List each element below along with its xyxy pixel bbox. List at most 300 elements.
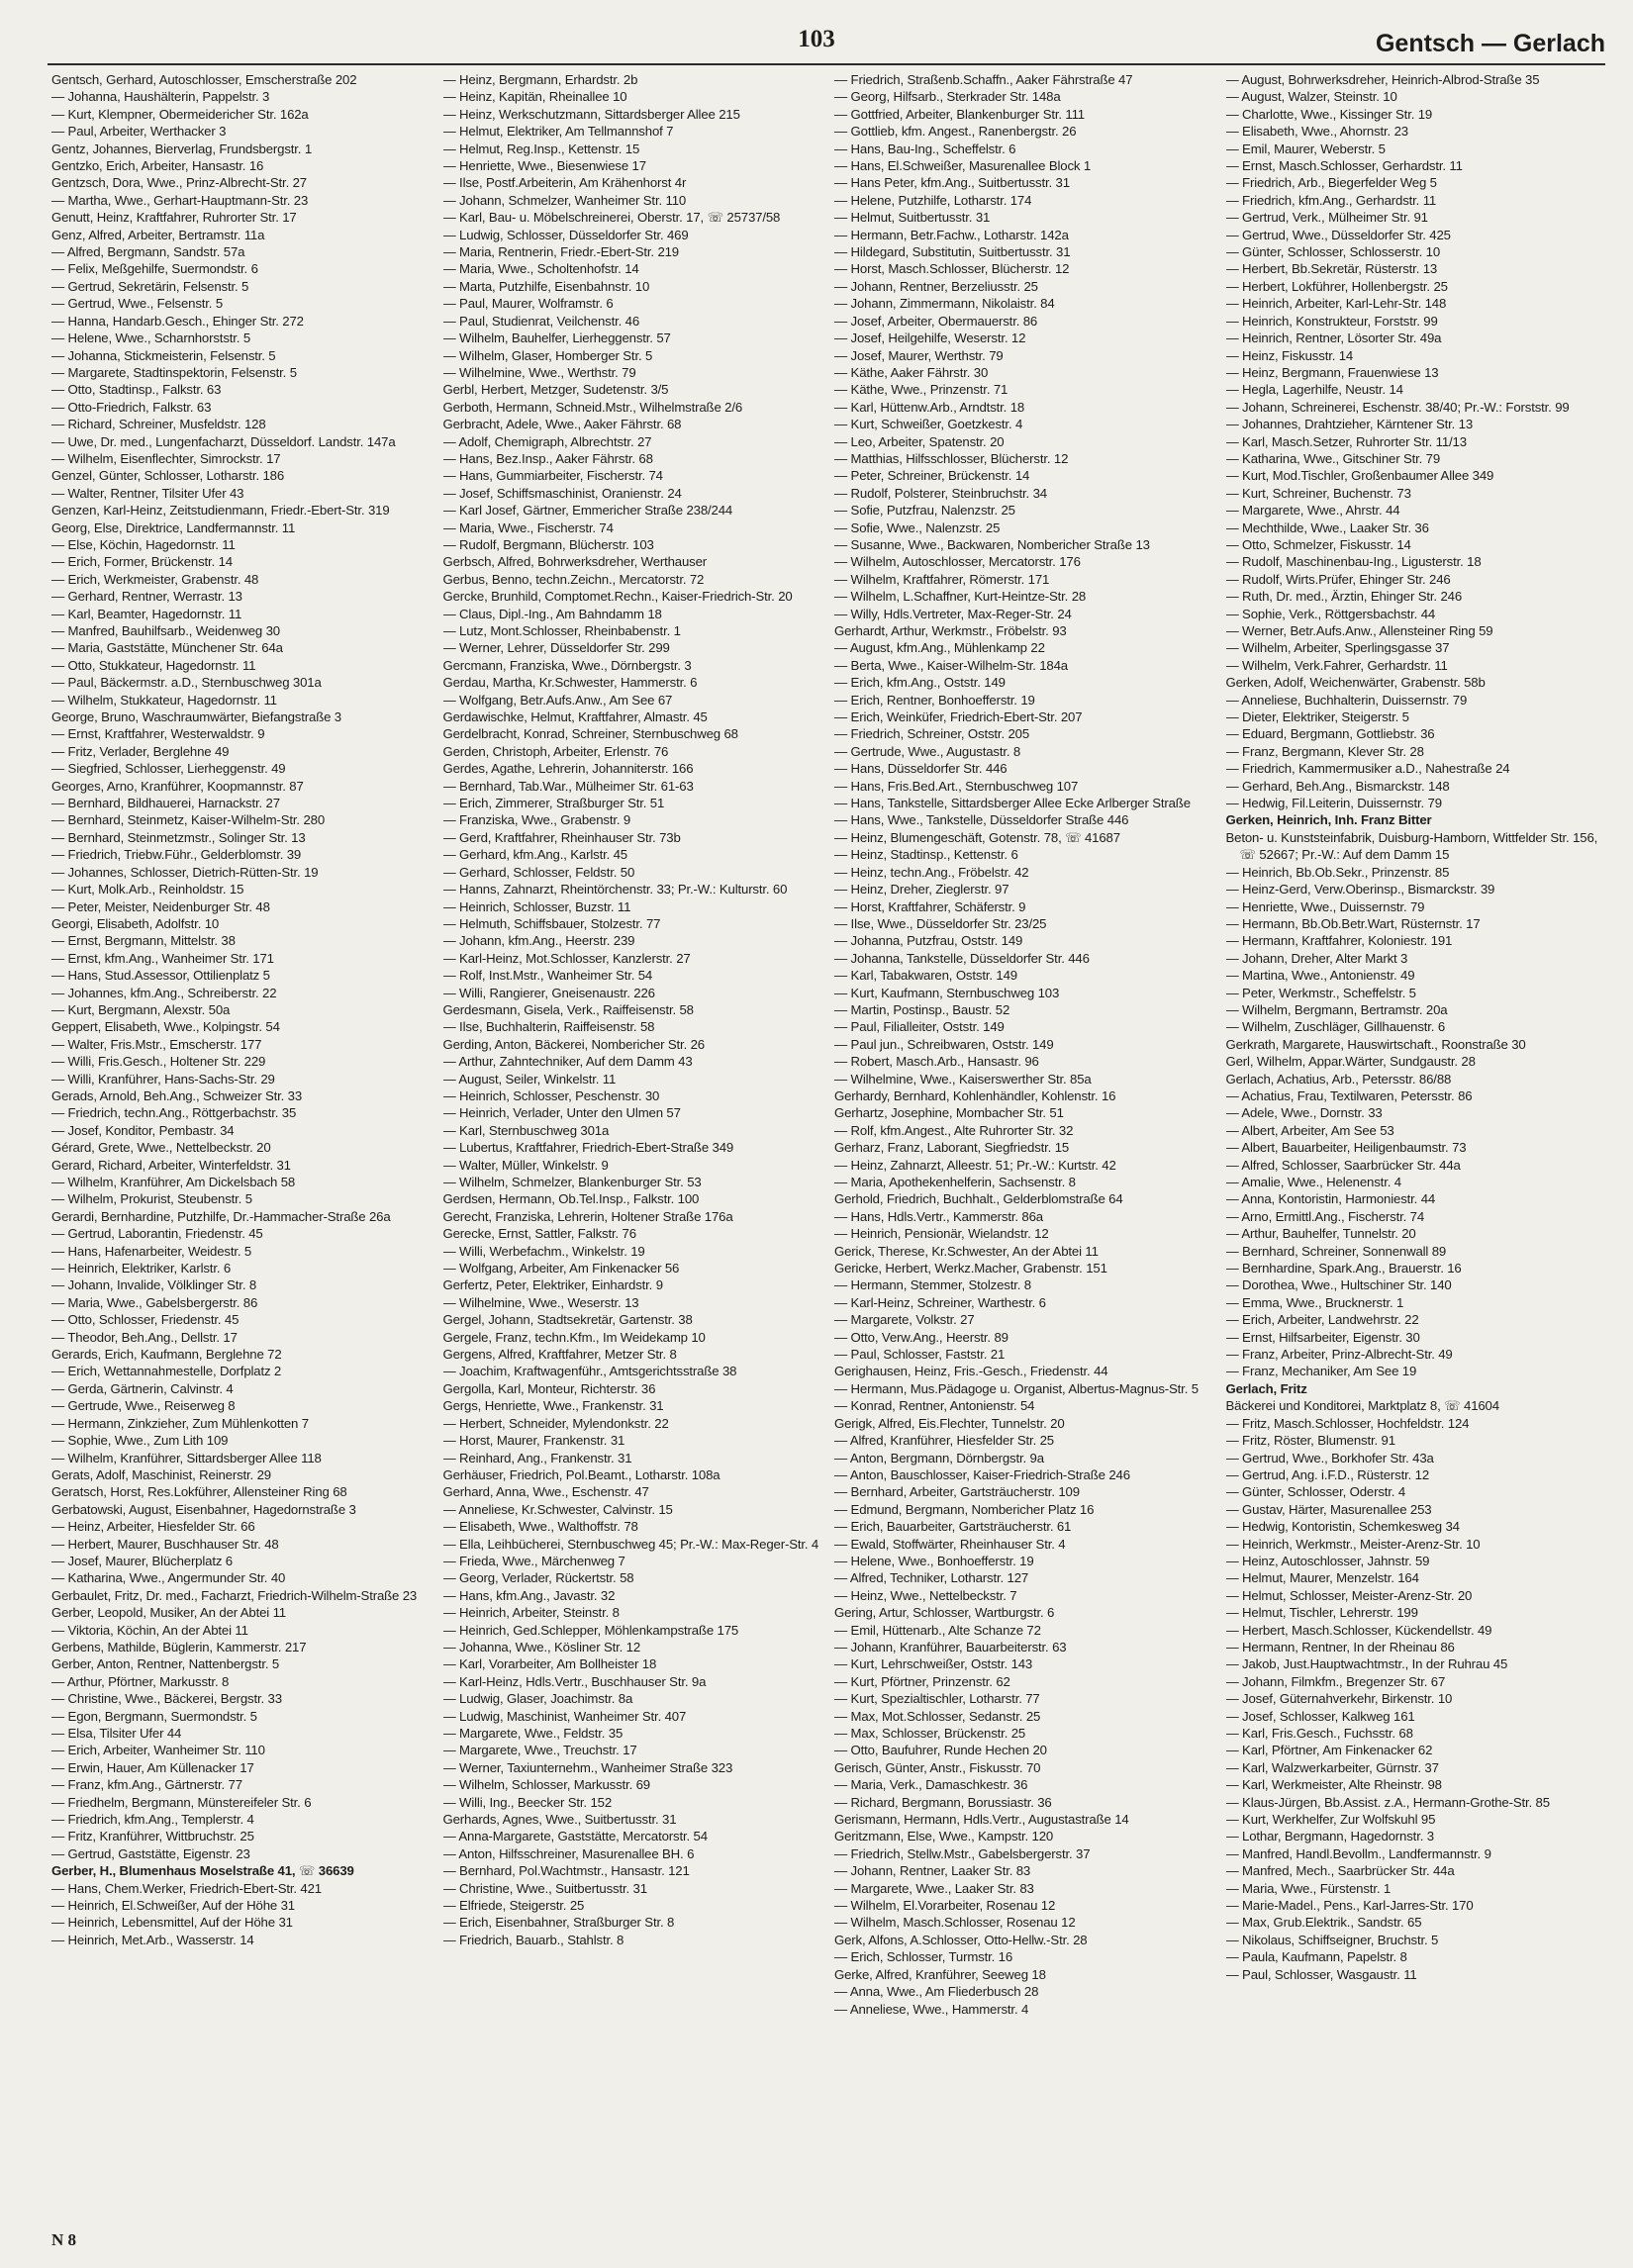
directory-entry: — Helmut, Tischler, Lehrerstr. 199 xyxy=(1225,1605,1418,1621)
directory-entry: — Heinz, Arbeiter, Hiesfelder Str. 66 xyxy=(51,1519,255,1535)
directory-entry: George, Bruno, Waschraumwärter, Biefangstraße 3 xyxy=(51,709,341,725)
directory-entry: Gentsch, Gerhard, Autoschlosser, Emscherstraße 202 xyxy=(51,72,357,87)
directory-entry: — Kurt, Spezialtischler, Lotharstr. 77 xyxy=(834,1691,1040,1707)
directory-entry: — Hans, Hafenarbeiter, Weidestr. 5 xyxy=(51,1243,252,1259)
directory-entry: — Klaus-Jürgen, Bb.Assist. z.A., Hermann-Grothe-Str. 85 xyxy=(1225,1794,1550,1810)
directory-entry: Gerding, Anton, Bäckerei, Nombericher Str. 26 xyxy=(442,1036,705,1052)
directory-entry: — Bernhard, Tab.War., Mülheimer Str. 61-63 xyxy=(442,778,694,794)
directory-entry: — Henriette, Wwe., Biesenwiese 17 xyxy=(442,158,646,174)
directory-entry: — Heinrich, Elektriker, Karlstr. 6 xyxy=(51,1261,232,1276)
directory-entry: — Arno, Ermittl.Ang., Fischerstr. 74 xyxy=(1225,1208,1425,1224)
directory-entry: — Sophie, Wwe., Zum Lith 109 xyxy=(51,1433,229,1449)
directory-entry: — Margarete, Stadtinspektorin, Felsenstr. 5 xyxy=(51,364,297,380)
directory-entry: — Johanna, Putzfrau, Oststr. 149 xyxy=(834,933,1023,949)
directory-entry: — Wilhelm, Masch.Schlosser, Rosenau 12 xyxy=(834,1915,1076,1931)
directory-entry: — Bernhardine, Spark.Ang., Brauerstr. 16 xyxy=(1225,1261,1462,1276)
directory-entry: Gerards, Erich, Kaufmann, Berglehne 72 xyxy=(51,1347,282,1363)
directory-entry: — Christine, Wwe., Bäckerei, Bergstr. 33 xyxy=(51,1691,282,1707)
directory-entry: — Johann, Kranführer, Bauarbeiterstr. 63 xyxy=(834,1639,1067,1654)
directory-entry: — Wilhelm, Autoschlosser, Mercatorstr. 176 xyxy=(834,554,1081,570)
directory-entry: — Josef, Güternahverkehr, Birkenstr. 10 xyxy=(1225,1691,1453,1707)
directory-entry: — Helene, Putzhilfe, Lotharstr. 174 xyxy=(834,192,1032,208)
directory-entry: — Manfred, Handl.Bevollm., Landfermannstr. 9 xyxy=(1225,1845,1491,1861)
directory-entry: — Gerd, Kraftfahrer, Rheinhauser Str. 73b xyxy=(442,829,681,845)
directory-entry: — Gertrud, Laborantin, Friedenstr. 45 xyxy=(51,1226,263,1242)
directory-entry: — Joachim, Kraftwagenführ., Amtsgerichtsstraße 38 xyxy=(442,1364,737,1379)
directory-entry: — Fritz, Verlader, Berglehne 49 xyxy=(51,743,230,759)
directory-entry: — Gottfried, Arbeiter, Blankenburger Str. 111 xyxy=(834,106,1085,122)
directory-entry: — Kurt, Pförtner, Prinzenstr. 62 xyxy=(834,1673,1010,1689)
directory-entry: — Gottlieb, kfm. Angest., Ranenbergstr. 26 xyxy=(834,124,1077,140)
directory-entry: — Heinz, techn.Ang., Fröbelstr. 42 xyxy=(834,864,1029,880)
directory-entry: — Arthur, Pförtner, Markusstr. 8 xyxy=(51,1673,230,1689)
directory-entry: — Wolfgang, Betr.Aufs.Anw., Am See 67 xyxy=(442,692,673,708)
directory-entry: — Amalie, Wwe., Helenenstr. 4 xyxy=(1225,1175,1401,1189)
directory-entry: — Georg, Verlader, Rückertstr. 58 xyxy=(442,1570,634,1586)
directory-entry: — Käthe, Wwe., Prinzenstr. 71 xyxy=(834,382,1009,398)
directory-entry: — Johanna, Wwe., Kösliner Str. 12 xyxy=(442,1639,641,1654)
directory-entry: — Otto, Schmelzer, Fiskusstr. 14 xyxy=(1225,536,1411,552)
directory-entry: — Alfred, Schlosser, Saarbrücker Str. 44a xyxy=(1225,1157,1461,1173)
directory-entry: — Lothar, Bergmann, Hagedornstr. 3 xyxy=(1225,1829,1434,1844)
directory-entry: — Ludwig, Maschinist, Wanheimer Str. 407 xyxy=(442,1708,687,1724)
directory-entry: — Anton, Hilfsschreiner, Masurenallee BH. 6 xyxy=(442,1845,695,1861)
directory-entry: Gerigk, Alfred, Eis.Flechter, Tunnelstr. 20 xyxy=(834,1415,1065,1431)
directory-entry: — Dorothea, Wwe., Hultschiner Str. 140 xyxy=(1225,1277,1452,1293)
directory-entry: — Josef, Konditor, Pembastr. 34 xyxy=(51,1122,235,1138)
directory-entry: — Karl-Heinz, Hdls.Vertr., Buschhauser Str. 9a xyxy=(442,1673,707,1689)
directory-entry: Gerdesmann, Gisela, Verk., Raiffeisenstr. 58 xyxy=(442,1001,694,1017)
directory-entry: Gerfertz, Peter, Elektriker, Einhardstr. 9 xyxy=(442,1277,663,1293)
directory-entry: — Hanna, Handarb.Gesch., Ehinger Str. 272 xyxy=(51,313,304,329)
directory-entry: — Rudolf, Wirts.Prüfer, Ehinger Str. 246 xyxy=(1225,571,1451,587)
page-number: 103 xyxy=(798,26,835,52)
directory-entry: — Kurt, Kaufmann, Sternbuschweg 103 xyxy=(834,985,1060,1000)
directory-entry: — Wilhelm, Bergmann, Bertramstr. 20a xyxy=(1225,1001,1448,1017)
directory-entry: — Alfred, Techniker, Lotharstr. 127 xyxy=(834,1570,1029,1586)
directory-entry: Gerats, Adolf, Maschinist, Reinerstr. 29 xyxy=(51,1466,271,1482)
directory-entry: — Horst, Kraftfahrer, Schäferstr. 9 xyxy=(834,898,1026,914)
directory-entry: — Uwe, Dr. med., Lungenfacharzt, Düsseldorf. Landstr. 147a xyxy=(51,433,396,449)
directory-entry: — Heinrich, Schlosser, Peschenstr. 30 xyxy=(442,1087,660,1103)
directory-entry: — Hermann, Mus.Pädagoge u. Organist, Albertus-Magnus-Str. 5 xyxy=(834,1380,1199,1396)
directory-entry: — Willy, Hdls.Vertreter, Max-Reger-Str. 24 xyxy=(834,606,1072,621)
directory-entry: — Susanne, Wwe., Backwaren, Nombericher Straße 13 xyxy=(834,536,1150,552)
directory-entry: — Gerhard, Schlosser, Feldstr. 50 xyxy=(442,864,635,880)
directory-entry: Gerharz, Franz, Laborant, Siegfriedstr. 15 xyxy=(834,1140,1070,1156)
directory-entry: Georges, Arno, Kranführer, Koopmannstr. 87 xyxy=(51,778,304,794)
directory-entry: — Frieda, Wwe., Märchenweg 7 xyxy=(442,1553,625,1568)
directory-entry: Gerdau, Martha, Kr.Schwester, Hammerstr. 6 xyxy=(442,675,698,691)
directory-entry: — Anneliese, Wwe., Hammerstr. 4 xyxy=(834,2001,1029,2017)
directory-entry: — Josef, Maurer, Werthstr. 79 xyxy=(834,347,1004,363)
directory-entry: — Erich, Weinküfer, Friedrich-Ebert-Str. 207 xyxy=(834,709,1083,725)
directory-entry: — Otto, Verw.Ang., Heerstr. 89 xyxy=(834,1329,1009,1345)
directory-entry: — Heinz, Fiskusstr. 14 xyxy=(1225,347,1354,363)
directory-entry: — Hans, El.Schweißer, Masurenallee Block 1 xyxy=(834,158,1092,174)
directory-entry: — Wilhelm, Kranführer, Sittardsberger Allee 118 xyxy=(51,1450,322,1465)
directory-entry: — Arthur, Zahntechniker, Auf dem Damm 43 xyxy=(442,1054,693,1070)
directory-entry: — Gerhard, Rentner, Werrastr. 13 xyxy=(51,589,242,605)
directory-entry: — Wilhelm, El.Vorarbeiter, Rosenau 12 xyxy=(834,1898,1056,1914)
directory-entry: — August, Walzer, Steinstr. 10 xyxy=(1225,89,1397,105)
directory-entry: — Friedrich, Stellw.Mstr., Gabelsbergerstr. 37 xyxy=(834,1845,1091,1861)
directory-entry: — Felix, Meßgehilfe, Suermondstr. 6 xyxy=(51,261,258,277)
directory-entry: — Karl, Werkmeister, Alte Rheinstr. 98 xyxy=(1225,1777,1442,1793)
directory-entry: — Heinrich, Ged.Schlepper, Möhlenkampstraße 175 xyxy=(442,1622,739,1638)
directory-entry: — Friedrich, Arb., Biegerfelder Weg 5 xyxy=(1225,175,1437,191)
directory-entry: — Sofie, Putzfrau, Nalenzstr. 25 xyxy=(834,503,1015,519)
directory-entry: — Hanns, Zahnarzt, Rheintörchenstr. 33; Pr.-W.: Kulturstr. 60 xyxy=(442,882,788,898)
directory-entry: — Hans, Gummiarbeiter, Fischerstr. 74 xyxy=(442,468,663,484)
directory-entry: — Maria, Gaststätte, Münchener Str. 64a xyxy=(51,640,283,656)
directory-entry: — Wilhelm, Schlosser, Markusstr. 69 xyxy=(442,1777,650,1793)
directory-entry: — Heinrich, Rentner, Lösorter Str. 49a xyxy=(1225,331,1442,346)
directory-entry: — Hans, Fris.Bed.Art., Sternbuschweg 107 xyxy=(834,778,1079,794)
directory-entry: — Emma, Wwe., Brucknerstr. 1 xyxy=(1225,1294,1404,1310)
column-3 xyxy=(834,71,1216,2228)
directory-entry: — Claus, Dipl.-Ing., Am Bahndamm 18 xyxy=(442,606,662,621)
directory-entry: — Heinz, Blumengeschäft, Gotenstr. 78, ☏ 41687 xyxy=(834,829,1120,845)
directory-entry: — Anneliese, Kr.Schwester, Calvinstr. 15 xyxy=(442,1501,673,1517)
directory-entry: — Maria, Wwe., Fischerstr. 74 xyxy=(442,520,614,535)
directory-entry: — Paul, Filialleiter, Oststr. 149 xyxy=(834,1019,1005,1035)
directory-entry: — Erich, Wettannahmestelle, Dorfplatz 2 xyxy=(51,1364,282,1379)
directory-entry: — Wilhelm, Arbeiter, Sperlingsgasse 37 xyxy=(1225,640,1450,656)
directory-entry: — Maria, Wwe., Gabelsbergerstr. 86 xyxy=(51,1294,258,1310)
directory-entry: — Heinz, Werkschutzmann, Sittardsberger Allee 215 xyxy=(442,106,740,122)
directory-entry: — Heinz, Bergmann, Frauenwiese 13 xyxy=(1225,364,1439,380)
directory-entry: — Richard, Bergmann, Borussiastr. 36 xyxy=(834,1794,1052,1810)
directory-entry: — Marta, Putzhilfe, Eisenbahnstr. 10 xyxy=(442,278,650,294)
directory-entry: — Erich, Eisenbahner, Straßburger Str. 8 xyxy=(442,1915,675,1931)
directory-entry: — Wolfgang, Arbeiter, Am Finkenacker 56 xyxy=(442,1261,680,1276)
directory-entry: — Elsa, Tilsiter Ufer 44 xyxy=(51,1726,182,1741)
directory-entry: — Johanna, Stickmeisterin, Felsenstr. 5 xyxy=(51,347,276,363)
directory-entry: — Ernst, Bergmann, Mittelstr. 38 xyxy=(51,933,236,949)
directory-entry: — Charlotte, Wwe., Kissinger Str. 19 xyxy=(1225,106,1433,122)
directory-entry: — Johannes, Drahtzieher, Kärntener Str. 13 xyxy=(1225,417,1474,432)
directory-entry: — Heinrich, Lebensmittel, Auf der Höhe 31 xyxy=(51,1915,293,1931)
directory-entry: — Herbert, Bb.Sekretär, Rüsterstr. 13 xyxy=(1225,261,1438,277)
directory-entry: — Ernst, Hilfsarbeiter, Eigenstr. 30 xyxy=(1225,1329,1420,1345)
directory-entry: — Erich, Werkmeister, Grabenstr. 48 xyxy=(51,571,259,587)
directory-entry: Genz, Alfred, Arbeiter, Bertramstr. 11a xyxy=(51,227,265,242)
directory-entry: — Anna, Kontoristin, Harmoniestr. 44 xyxy=(1225,1191,1436,1207)
directory-entry: Gerbens, Mathilde, Büglerin, Kammerstr. 217 xyxy=(51,1639,307,1654)
directory-entry: — Willi, Ing., Beecker Str. 152 xyxy=(442,1794,613,1810)
directory-entry: — Eduard, Bergmann, Gottliebstr. 36 xyxy=(1225,726,1435,742)
directory-entry: — Emil, Maurer, Weberstr. 5 xyxy=(1225,141,1386,156)
directory-entry: — Franz, kfm.Ang., Gärtnerstr. 77 xyxy=(51,1777,242,1793)
directory-entry: Gérard, Grete, Wwe., Nettelbeckstr. 20 xyxy=(51,1140,271,1156)
directory-entry: — Wilhelm, Prokurist, Steubenstr. 5 xyxy=(51,1191,252,1207)
directory-entry: — Franz, Bergmann, Klever Str. 28 xyxy=(1225,743,1424,759)
directory-entry: — Achatius, Frau, Textilwaren, Petersstr. 86 xyxy=(1225,1087,1473,1103)
directory-entry: Gerhards, Agnes, Wwe., Suitbertusstr. 31 xyxy=(442,1812,677,1828)
directory-entry: — Gertrud, Wwe., Borkhofer Str. 43a xyxy=(1225,1450,1434,1465)
directory-entry: — Fritz, Röster, Blumenstr. 91 xyxy=(1225,1433,1395,1449)
directory-entry: — Gustav, Härter, Masurenallee 253 xyxy=(1225,1501,1432,1517)
directory-entry: — Willi, Rangierer, Gneisenaustr. 226 xyxy=(442,985,655,1000)
directory-entry: — Heinrich, Konstrukteur, Forststr. 99 xyxy=(1225,313,1438,329)
directory-entry: Gerken, Adolf, Weichenwärter, Grabenstr. 58b xyxy=(1225,675,1486,691)
directory-entry: — Johann, Filmkfm., Bregenzer Str. 67 xyxy=(1225,1673,1446,1689)
directory-entry: — Friedrich, techn.Ang., Röttgerbachstr. 35 xyxy=(51,1105,297,1121)
directory-entry: Gerber, Anton, Rentner, Nattenbergstr. 5 xyxy=(51,1656,280,1672)
directory-entry: Gerbus, Benno, techn.Zeichn., Mercatorstr. 72 xyxy=(442,571,705,587)
directory-entry: — Margarete, Volkstr. 27 xyxy=(834,1312,975,1328)
directory-entry: — Gertrud, Wwe., Düsseldorfer Str. 425 xyxy=(1225,227,1451,242)
directory-entry: — Friedrich, kfm.Ang., Gerhardstr. 11 xyxy=(1225,192,1437,208)
directory-entry: — Hans, Düsseldorfer Str. 446 xyxy=(834,761,1008,777)
directory-entry: Gerhartz, Josephine, Mombacher Str. 51 xyxy=(834,1105,1064,1121)
directory-entry: Gercke, Brunhild, Comptomet.Rechn., Kaiser-Friedrich-Str. 20 xyxy=(442,589,793,605)
directory-entry: — Adolf, Chemigraph, Albrechtstr. 27 xyxy=(442,433,652,449)
directory-entry: — Sofie, Wwe., Nalenzstr. 25 xyxy=(834,520,1001,535)
directory-entry: — Sophie, Verk., Röttgersbachstr. 44 xyxy=(1225,606,1436,621)
directory-entry: — Albert, Arbeiter, Am See 53 xyxy=(1225,1122,1394,1138)
directory-entry: — Franziska, Wwe., Grabenstr. 9 xyxy=(442,812,631,828)
directory-entry: — Bernhard, Pol.Wachtmstr., Hansastr. 121 xyxy=(442,1863,690,1879)
directory-entry: — Erich, Rentner, Bonhoefferstr. 19 xyxy=(834,692,1035,708)
directory-entry: — Else, Köchin, Hagedornstr. 11 xyxy=(51,536,236,552)
directory-entry: — Peter, Schreiner, Brückenstr. 14 xyxy=(834,468,1030,484)
directory-entry: — Friedrich, Kammermusiker a.D., Nahestraße 24 xyxy=(1225,761,1510,777)
directory-entry: Gergel, Johann, Stadtsekretär, Gartenstr. 38 xyxy=(442,1312,693,1328)
directory-entry: — Friedrich, kfm.Ang., Templerstr. 4 xyxy=(51,1812,254,1828)
directory-entry: — Wilhelmine, Wwe., Werthstr. 79 xyxy=(442,364,636,380)
directory-entry: — Johann, Rentner, Berzeliusstr. 25 xyxy=(834,278,1038,294)
directory-entry: — Kurt, Werkhelfer, Zur Wolfskuhl 95 xyxy=(1225,1812,1436,1828)
directory-entry: — Berta, Wwe., Kaiser-Wilhelm-Str. 184a xyxy=(834,657,1068,673)
directory-entry: — Siegfried, Schlosser, Lierheggenstr. 49 xyxy=(51,761,286,777)
directory-entry: Gergens, Alfred, Kraftfahrer, Metzer Str. 8 xyxy=(442,1347,677,1363)
directory-entry: — Ilse, Buchhalterin, Raiffeisenstr. 58 xyxy=(442,1019,655,1035)
directory-entry: — Elisabeth, Wwe., Ahornstr. 23 xyxy=(1225,124,1408,140)
column-1 xyxy=(51,71,433,2228)
directory-entry: Gerecht, Franziska, Lehrerin, Holtener Straße 176a xyxy=(442,1208,733,1224)
directory-entry: — Rudolf, Bergmann, Blücherstr. 103 xyxy=(442,536,654,552)
directory-entry: — Wilhelm, Stukkateur, Hagedornstr. 11 xyxy=(51,692,277,708)
directory-entry: — Edmund, Bergmann, Nombericher Platz 16 xyxy=(834,1501,1095,1517)
directory-entry: — Anton, Bauschlosser, Kaiser-Friedrich-Straße 246 xyxy=(834,1466,1130,1482)
directory-entry: Gerecke, Ernst, Sattler, Falkstr. 76 xyxy=(442,1226,636,1242)
directory-entry: — Max, Mot.Schlosser, Sedanstr. 25 xyxy=(834,1708,1041,1724)
directory-entry: — Reinhard, Ang., Frankenstr. 31 xyxy=(442,1450,632,1465)
directory-entry: — Herbert, Schneider, Mylendonkstr. 22 xyxy=(442,1415,669,1431)
directory-entry: — Max, Schlosser, Brückenstr. 25 xyxy=(834,1726,1026,1741)
directory-entry: — Karl, Hüttenw.Arb., Arndtstr. 18 xyxy=(834,399,1025,415)
directory-entry: — Friedrich, Straßenb.Schaffn., Aaker Fährstraße 47 xyxy=(834,72,1133,87)
directory-entry: — Gertrud, Verk., Mülheimer Str. 91 xyxy=(1225,210,1428,226)
directory-entry: — Heinrich, Pensionär, Wielandstr. 12 xyxy=(834,1226,1049,1242)
directory-entry: — Horst, Maurer, Frankenstr. 31 xyxy=(442,1433,625,1449)
directory-entry: — Hans, Tankstelle, Sittardsberger Allee Ecke Arlberger Straße xyxy=(834,796,1191,811)
column-4 xyxy=(1226,71,1608,2228)
directory-entry: — Lutz, Mont.Schlosser, Rheinbabenstr. 1 xyxy=(442,623,681,638)
directory-entry: Beton- u. Kunststeinfabrik, Duisburg-Hamborn, Wittfelder Str. 156, ☏ 52667; Pr.-W.: Auf dem Damm 15 xyxy=(1225,829,1598,863)
directory-entry: Gerk, Alfons, A.Schlosser, Otto-Hellw.-Str. 28 xyxy=(834,1932,1088,1947)
directory-entry: — Kurt, Mod.Tischler, Großenbaumer Allee 349 xyxy=(1225,468,1494,484)
directory-entry: — Ludwig, Schlosser, Düsseldorfer Str. 469 xyxy=(442,227,689,242)
directory-entry: — Erich, kfm.Ang., Oststr. 149 xyxy=(834,675,1006,691)
directory-entry: Bäckerei und Konditorei, Marktplatz 8, ☏ 41604 xyxy=(1225,1398,1499,1414)
directory-entry: — Käthe, Aaker Fährstr. 30 xyxy=(834,364,989,380)
directory-entry: Georg, Else, Direktrice, Landfermannstr. 11 xyxy=(51,520,296,535)
directory-entry: — Willi, Werbefachm., Winkelstr. 19 xyxy=(442,1243,645,1259)
directory-entry: Gentz, Johannes, Bierverlag, Frundsbergstr. 1 xyxy=(51,141,313,156)
directory-entry: — Ewald, Stoffwärter, Rheinhauser Str. 4 xyxy=(834,1536,1066,1552)
directory-entry: — Anneliese, Buchhalterin, Duissernstr. 79 xyxy=(1225,692,1468,708)
directory-entry: — Kurt, Schweißer, Goetzkestr. 4 xyxy=(834,417,1023,432)
directory-entry: — Heinz, Bergmann, Erhardstr. 2b xyxy=(442,72,638,87)
directory-entry: Gerl, Wilhelm, Appar.Wärter, Sundgaustr. 28 xyxy=(1225,1054,1476,1070)
directory-entry: — Hans, Chem.Werker, Friedrich-Ebert-Str. 421 xyxy=(51,1880,322,1896)
directory-entry: — Wilhelm, Eisenflechter, Simrockstr. 17 xyxy=(51,450,281,466)
directory-entry: Gerhold, Friedrich, Buchhalt., Gelderblomstraße 64 xyxy=(834,1191,1123,1207)
directory-entry: Gerbracht, Adele, Wwe., Aaker Fährstr. 68 xyxy=(442,417,682,432)
directory-entry: — Heinz, Kapitän, Rheinallee 10 xyxy=(442,89,627,105)
directory-entry: — Kurt, Lehrschweißer, Oststr. 143 xyxy=(834,1656,1033,1672)
directory-entry: — Hans, kfm.Ang., Javastr. 32 xyxy=(442,1587,616,1603)
directory-entry: — Heinrich, Werkmstr., Meister-Arenz-Str. 10 xyxy=(1225,1536,1481,1552)
directory-entry: — Gertrud, Sekretärin, Felsenstr. 5 xyxy=(51,278,249,294)
directory-entry: — Paul, Schlosser, Wasgaustr. 11 xyxy=(1225,1966,1417,1982)
directory-entry: — Heinz, Autoschlosser, Jahnstr. 59 xyxy=(1225,1553,1430,1568)
directory-entry: — Mechthilde, Wwe., Laaker Str. 36 xyxy=(1225,520,1429,535)
directory-entry: — Erich, Schlosser, Turmstr. 16 xyxy=(834,1949,1013,1965)
directory-entry: — Kurt, Bergmann, Alexstr. 50a xyxy=(51,1001,231,1017)
directory-entry: Gerhardy, Bernhard, Kohlenhändler, Kohlenstr. 16 xyxy=(834,1087,1116,1103)
directory-entry: — Paul, Schlosser, Faststr. 21 xyxy=(834,1347,1006,1363)
directory-entry: — Otto-Friedrich, Falkstr. 63 xyxy=(51,399,212,415)
directory-entry: — Wilhelm, Zuschläger, Gillhauenstr. 6 xyxy=(1225,1019,1446,1035)
directory-entry: — Margarete, Wwe., Ahrstr. 44 xyxy=(1225,503,1400,519)
directory-entry: — Hans, Bau-Ing., Scheffelstr. 6 xyxy=(834,141,1016,156)
directory-entry: — Josef, Arbeiter, Obermauerstr. 86 xyxy=(834,313,1038,329)
directory-entry: — Heinrich, Arbeiter, Steinstr. 8 xyxy=(442,1605,620,1621)
directory-entry: — Helmut, Reg.Insp., Kettenstr. 15 xyxy=(442,141,640,156)
directory-entry: — Wilhelmine, Wwe., Kaiserswerther Str. 85a xyxy=(834,1071,1092,1087)
directory-entry: Gerhäuser, Friedrich, Pol.Beamt., Lotharstr. 108a xyxy=(442,1466,720,1482)
directory-entry: Gerkrath, Margarete, Hauswirtschaft., Roonstraße 30 xyxy=(1225,1036,1526,1052)
directory-entry: — Wilhelm, Kraftfahrer, Römerstr. 171 xyxy=(834,571,1050,587)
directory-entry: — Otto, Schlosser, Friedenstr. 45 xyxy=(51,1312,240,1328)
column-2 xyxy=(443,71,825,2228)
directory-entry: — Heinz, Stadtinsp., Kettenstr. 6 xyxy=(834,847,1018,863)
directory-entry: — Wilhelm, Bauhelfer, Lierheggenstr. 57 xyxy=(442,331,671,346)
directory-entry: — Paula, Kaufmann, Papelstr. 8 xyxy=(1225,1949,1407,1965)
directory-entry: — Ernst, Kraftfahrer, Westerwaldstr. 9 xyxy=(51,726,265,742)
directory-entry: — Walter, Fris.Mstr., Emscherstr. 177 xyxy=(51,1036,262,1052)
directory-entry: — Johanna, Tankstelle, Düsseldorfer Str. 446 xyxy=(834,950,1090,966)
directory-entry: — Wilhelmine, Wwe., Weserstr. 13 xyxy=(442,1294,639,1310)
directory-entry: — Johann, Rentner, Laaker Str. 83 xyxy=(834,1863,1031,1879)
directory-entry: — Helmuth, Schiffsbauer, Stolzestr. 77 xyxy=(442,915,661,931)
directory-entry: — Gerda, Gärtnerin, Calvinstr. 4 xyxy=(51,1380,234,1396)
directory-entry: — Karl, Tabakwaren, Oststr. 149 xyxy=(834,968,1017,984)
directory-entry: — Egon, Bergmann, Suermondstr. 5 xyxy=(51,1708,257,1724)
directory-entry: — Ruth, Dr. med., Ärztin, Ehinger Str. 246 xyxy=(1225,589,1463,605)
directory-entry: — Gerhard, kfm.Ang., Karlstr. 45 xyxy=(442,847,627,863)
directory-entry: — Karl, Bau- u. Möbelschreinerei, Oberstr. 17, ☏ 25737/58 xyxy=(442,210,781,226)
directory-entry: — Heinz, Wwe., Nettelbeckstr. 7 xyxy=(834,1587,1017,1603)
directory-entry: — Maria, Verk., Damaschkestr. 36 xyxy=(834,1777,1028,1793)
directory-entry: — Karl, Beamter, Hagedornstr. 11 xyxy=(51,606,242,621)
directory-entry: — Margarete, Wwe., Laaker Str. 83 xyxy=(834,1880,1034,1896)
directory-entry: — Heinrich, Arbeiter, Karl-Lehr-Str. 148 xyxy=(1225,296,1447,312)
directory-entry: — Josef, Schiffsmaschinist, Oranienstr. 24 xyxy=(442,485,682,501)
directory-entry: Georgi, Elisabeth, Adolfstr. 10 xyxy=(51,915,220,931)
directory-entry: — Walter, Müller, Winkelstr. 9 xyxy=(442,1157,609,1173)
directory-entry: — Johannes, Schlosser, Dietrich-Rütten-Str. 19 xyxy=(51,864,319,880)
directory-entry: Gericke, Herbert, Werkz.Macher, Grabenstr. 151 xyxy=(834,1261,1107,1276)
directory-entry: — Rudolf, Polsterer, Steinbruchstr. 34 xyxy=(834,485,1047,501)
directory-entry: Gergele, Franz, techn.Kfm., Im Weidekamp 10 xyxy=(442,1329,706,1345)
directory-entry: — Heinrich, Schlosser, Buzstr. 11 xyxy=(442,898,631,914)
directory-entry: — Hermann, Rentner, In der Rheinau 86 xyxy=(1225,1639,1455,1654)
directory-entry: — Manfred, Mech., Saarbrücker Str. 44a xyxy=(1225,1863,1455,1879)
directory-entry: Gerard, Richard, Arbeiter, Winterfeldstr. 31 xyxy=(51,1157,291,1173)
directory-entry: — Karl, Pförtner, Am Finkenacker 62 xyxy=(1225,1743,1433,1758)
directory-entry: Geritzmann, Else, Wwe., Kampstr. 120 xyxy=(834,1829,1054,1844)
directory-entry: — Friedrich, Schreiner, Oststr. 205 xyxy=(834,726,1030,742)
directory-entry: — Ernst, kfm.Ang., Wanheimer Str. 171 xyxy=(51,950,274,966)
directory-entry: Gerbatowski, August, Eisenbahner, Hagedornstraße 3 xyxy=(51,1501,356,1517)
directory-entry: — Albert, Bauarbeiter, Heiligenbaumstr. 73 xyxy=(1225,1140,1467,1156)
directory-entry: — Katharina, Wwe., Angermunder Str. 40 xyxy=(51,1570,286,1586)
directory-entry: — Bernhard, Schreiner, Sonnenwall 89 xyxy=(1225,1243,1447,1259)
directory-entry: Gerdes, Agathe, Lehrerin, Johanniterstr. 166 xyxy=(442,761,694,777)
directory-entry: Gerlach, Achatius, Arb., Petersstr. 86/88 xyxy=(1225,1071,1452,1087)
directory-entry: — Kurt, Klempner, Obermeidericher Str. 162a xyxy=(51,106,309,122)
directory-entry: — Bernhard, Steinmetzmstr., Solinger Str. 13 xyxy=(51,829,306,845)
directory-entry: — Helmut, Suitbertusstr. 31 xyxy=(834,210,991,226)
running-head: Gentsch — Gerlach xyxy=(1375,30,1605,57)
directory-entry: — Fritz, Kranführer, Wittbruchstr. 25 xyxy=(51,1829,254,1844)
directory-entry: — Wilhelm, Schmelzer, Blankenburger Str. 53 xyxy=(442,1175,702,1189)
directory-entry: — Erich, Arbeiter, Landwehrstr. 22 xyxy=(1225,1312,1419,1328)
directory-entry: — Friedhelm, Bergmann, Münstereifeler Str. 6 xyxy=(51,1794,312,1810)
directory-entry: — Walter, Rentner, Tilsiter Ufer 43 xyxy=(51,485,244,501)
sheet-signature: N 8 xyxy=(51,2230,77,2249)
directory-entry: — Karl-Heinz, Mot.Schlosser, Kanzlerstr. 27 xyxy=(442,950,691,966)
directory-entry: Genzel, Günter, Schlosser, Lotharstr. 186 xyxy=(51,468,285,484)
directory-entry: — Otto, Baufuhrer, Runde Hechen 20 xyxy=(834,1743,1047,1758)
directory-entry: — Gerhard, Beh.Ang., Bismarckstr. 148 xyxy=(1225,778,1450,794)
directory-entry: — Anna-Margarete, Gaststätte, Mercatorstr. 54 xyxy=(442,1829,708,1844)
directory-entry: — Peter, Meister, Neidenburger Str. 48 xyxy=(51,898,270,914)
directory-entry: — Maria, Wwe., Fürstenstr. 1 xyxy=(1225,1880,1392,1896)
directory-entry: Gerbl, Herbert, Metzger, Sudetenstr. 3/5 xyxy=(442,382,669,398)
directory-entry: — Hans, Stud.Assessor, Ottilienplatz 5 xyxy=(51,968,270,984)
directory-entry: Gerke, Alfred, Kranführer, Seeweg 18 xyxy=(834,1966,1046,1982)
directory-entry: Gerads, Arnold, Beh.Ang., Schweizer Str. 33 xyxy=(51,1087,303,1103)
directory-entry: Genzen, Karl-Heinz, Zeitstudienmann, Friedr.-Ebert-Str. 319 xyxy=(51,503,390,519)
directory-entry: — Christine, Wwe., Suitbertusstr. 31 xyxy=(442,1880,647,1896)
directory-entry: — Willi, Fris.Gesch., Holtener Str. 229 xyxy=(51,1054,266,1070)
directory-entry: — Margarete, Wwe., Feldstr. 35 xyxy=(442,1726,624,1741)
directory-entry: — Elisabeth, Wwe., Walthoffstr. 78 xyxy=(442,1519,638,1535)
directory-entry: — Heinrich, Met.Arb., Wasserstr. 14 xyxy=(51,1932,254,1947)
directory-entry: — Josef, Schlosser, Kalkweg 161 xyxy=(1225,1708,1415,1724)
directory-entry: — Herbert, Masch.Schlosser, Kückendellstr. 49 xyxy=(1225,1622,1492,1638)
directory-entry: — Herbert, Lokführer, Hollenbergstr. 25 xyxy=(1225,278,1448,294)
directory-entry: — Paul, Maurer, Wolframstr. 6 xyxy=(442,296,614,312)
directory-entry: Gerighausen, Heinz, Fris.-Gesch., Friedenstr. 44 xyxy=(834,1364,1108,1379)
directory-entry: — Johann, Dreher, Alter Markt 3 xyxy=(1225,950,1408,966)
